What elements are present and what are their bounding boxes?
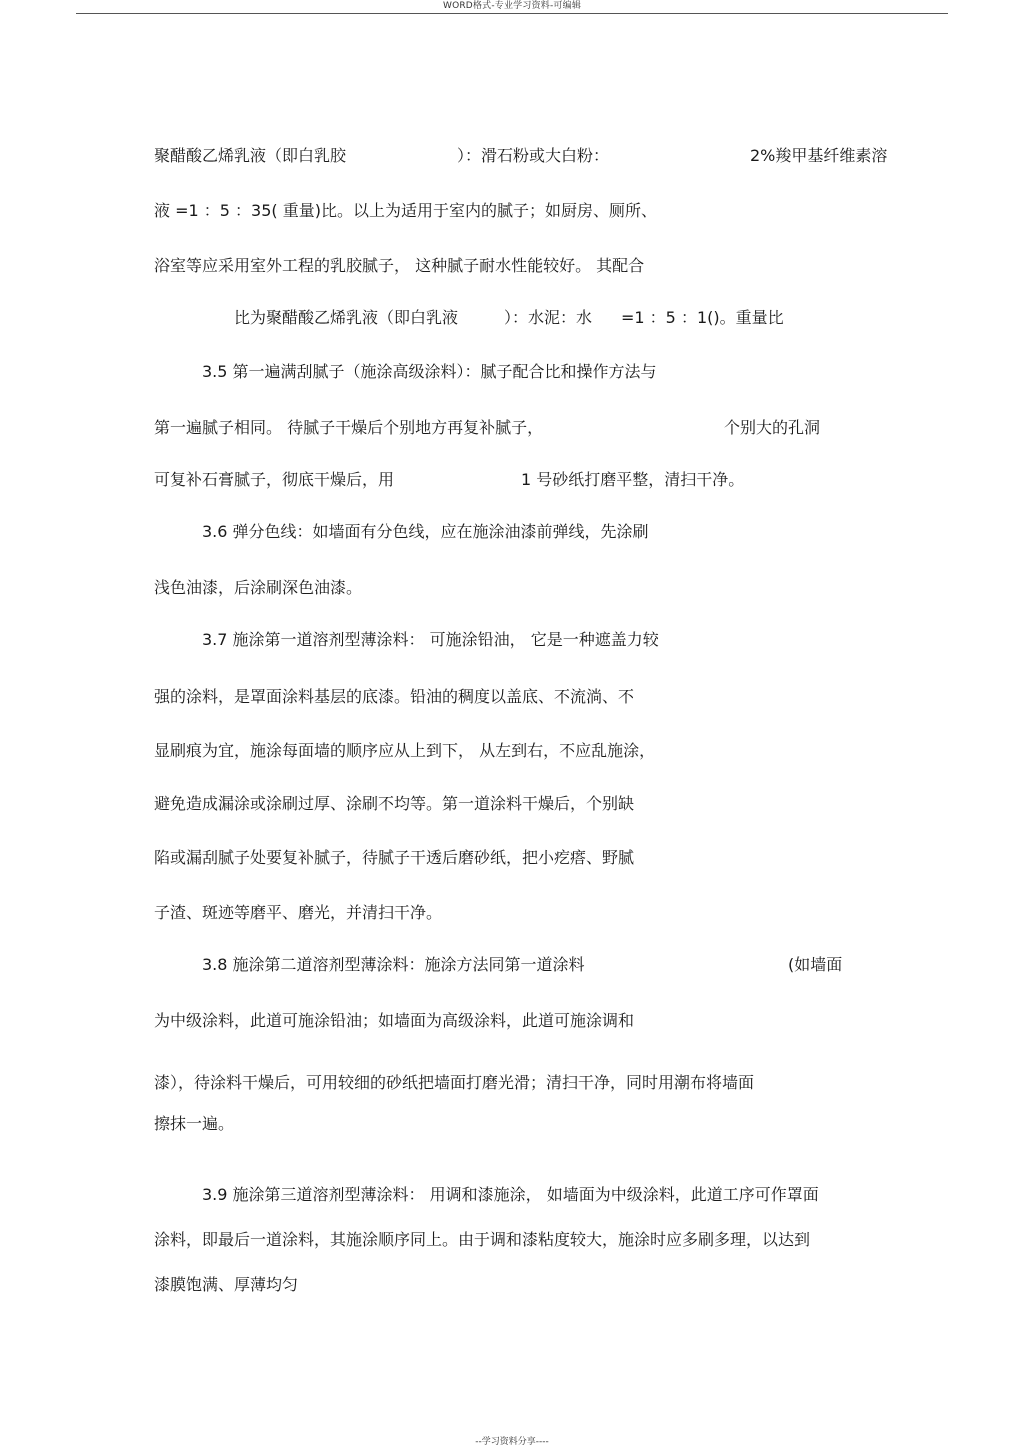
text-segment: 3.8 施涂第二道溶剂型薄涂料：施涂方法同第一道涂料 <box>202 955 585 974</box>
text-segment: 2%羧甲基纤维素溶 <box>750 146 888 165</box>
text-segment: =1 ：5 ：1()。重量比 <box>621 308 784 327</box>
text-segment: (如墙面 <box>788 955 843 974</box>
text-segment: 第一遍腻子相同。 待腻子干燥后个别地方再复补腻子， <box>154 418 544 437</box>
text-line: 涂料，即最后一道涂料，其施涂顺序同上。由于调和漆粘度较大，施涂时应多刷多理，以达到 <box>154 1230 811 1249</box>
page-footer: --学习资料分享---- <box>475 1437 549 1447</box>
text-segment: 聚醋酸乙烯乳液（即白乳胶 <box>154 146 347 165</box>
text-segment: ）：滑石粉或大白粉： <box>457 146 610 165</box>
text-line: 浴室等应采用室外工程的乳胶腻子， 这种腻子耐水性能较好。 其配合 <box>154 256 645 275</box>
text-segment: ）：水泥：水 <box>504 308 593 327</box>
text-line: 浅色油漆，后涂刷深色油漆。 <box>154 578 363 597</box>
text-line: 液 =1 ：5 ：35( 重量)比。以上为适用于室内的腻子；如厨房、厕所、 <box>154 201 657 220</box>
text-line: 漆膜饱满、厚薄均匀 <box>154 1275 299 1294</box>
text-line: 子渣、斑迹等磨平、磨光，并清扫干净。 <box>154 903 443 922</box>
text-line: 为中级涂料，此道可施涂铅油；如墙面为高级涂料，此道可施涂调和 <box>154 1011 635 1030</box>
text-line: 3.5 第一遍满刮腻子（施涂高级涂料）：腻子配合比和操作方法与 <box>202 362 657 381</box>
text-line: 3.9 施涂第三道溶剂型薄涂料： 用调和漆施涂， 如墙面为中级涂料，此道工序可作罩面 <box>202 1185 819 1204</box>
text-line: 擦抹一遍。 <box>154 1114 235 1133</box>
text-line: 避免造成漏涂或涂刷过厚、涂刷不均等。第一道涂料干燥后，个别缺 <box>154 794 635 813</box>
text-line: 3.7 施涂第一道溶剂型薄涂料： 可施涂铅油， 它是一种遮盖力较 <box>202 630 659 649</box>
text-segment: 个别大的孔洞 <box>724 418 821 437</box>
page-header: WORD格式-专业学习资料-可编辑 <box>442 1 582 11</box>
text-segment: 可复补石膏腻子，彻底干燥后，用 <box>154 470 395 489</box>
text-line: 漆），待涂料干燥后，可用较细的砂纸把墙面打磨光滑；清扫干净，同时用潮布将墙面 <box>154 1073 755 1092</box>
text-line: 陷或漏刮腻子处要复补腻子，待腻子干透后磨砂纸，把小疙瘩、野腻 <box>154 848 635 867</box>
text-line: 强的涂料，是罩面涂料基层的底漆。铅油的稠度以盖底、不流淌、不 <box>154 687 635 706</box>
header-rule <box>76 13 948 14</box>
text-segment: 比为聚醋酸乙烯乳液（即白乳液 <box>234 308 459 327</box>
text-segment: 1 号砂纸打磨平整，清扫干净。 <box>521 470 745 489</box>
text-line: 3.6 弹分色线：如墙面有分色线，应在施涂油漆前弹线，先涂刷 <box>202 522 649 541</box>
text-line: 显刷痕为宜，施涂每面墙的顺序应从上到下， 从左到右，不应乱施涂， <box>154 741 656 760</box>
